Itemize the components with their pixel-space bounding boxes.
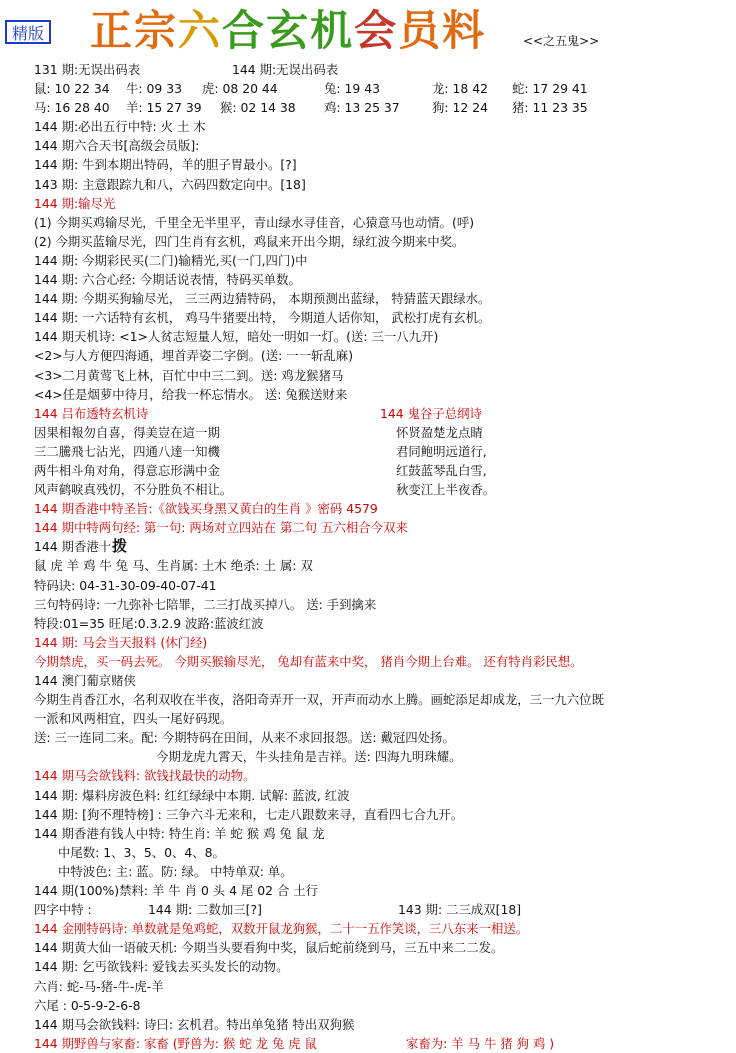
text-segment: 144 期香港有钱人中特: 特生肖: 羊 蛇 猴 鸡 兔 鼠 龙 — [34, 825, 325, 841]
text-segment: 蛇: 17 29 41 — [512, 81, 588, 97]
text-segment: <3>二月黄莺飞上林，百忙中中三二到。送: 鸡龙猴猪马 — [34, 367, 344, 383]
text-segment: 特码诀: 04-31-30-09-40-07-41 — [34, 577, 217, 593]
text-segment: 红鼓蓝琴乱白雪, — [396, 462, 487, 478]
text-segment: 家畜为: 羊 马 牛 猪 狗 鸡 ) — [406, 1035, 555, 1051]
text-segment: 144 期: [狗不理特榜] : 三争六斗无来和，七走八跟数来寻，直看四七合九开。 — [34, 806, 464, 822]
text-line — [34, 327, 724, 346]
text-segment: 马: 16 28 40 — [34, 100, 110, 116]
text-segment: 144 期: 一六话特有玄机， 鸡马牛猪要出特， 今期道人话你知， 武松打虎有玄机。 — [34, 310, 491, 326]
text-line — [34, 423, 724, 442]
text-line — [34, 977, 724, 996]
text-line — [34, 480, 724, 499]
text-segment: (1) 今期买鸡输尽光，千里全无半里平，青山绿水寻佳音，心猿意马也动情。(呼) — [34, 214, 475, 230]
text-line — [34, 786, 724, 805]
text-line — [34, 213, 724, 232]
text-line — [34, 461, 724, 480]
text-line — [34, 117, 724, 136]
text-line — [34, 232, 724, 251]
text-segment: 四字中特 : — [34, 902, 92, 918]
text-line — [34, 175, 724, 194]
text-segment: 144 期: 六合心经: 今期话说表情，特码买单数。 — [34, 272, 301, 288]
title-char: 宗 — [134, 6, 179, 55]
text-segment: 144 期香港中特圣旨:《欲钱买身黑又黄白的生肖 》密码 4579 — [34, 501, 378, 517]
text-line — [34, 671, 724, 690]
text-segment: 144 期野兽与家畜: 家畜 (野兽为: 猴 蛇 龙 兔 虎 鼠 — [34, 1035, 317, 1051]
text-segment: 144 期马会欲钱料: 欲钱找最快的动物。 — [34, 768, 256, 784]
text-segment: 特段:01=35 旺尾:0.3.2.9 波路:蓝波红波 — [34, 615, 264, 631]
text-line — [34, 518, 724, 537]
text-segment: 144 金刚特码诗: 单数就是兔鸡蛇，双数开鼠龙狗猴，二十一五作笑谈，三八东来一相送。 — [34, 921, 529, 937]
text-line — [34, 194, 724, 213]
title-char: 合 — [222, 6, 267, 55]
text-line — [34, 442, 724, 461]
page-subtitle: <<之五鬼>> — [523, 34, 600, 48]
title-char: 六 — [178, 6, 223, 55]
text-segment: 两牛相斗角对角，得意忘形满中金 — [34, 462, 220, 478]
title-char: 员 — [398, 6, 443, 55]
text-segment: 144 鬼谷子总纲诗 — [380, 405, 482, 421]
text-segment: 144 期:无误出码表 — [232, 62, 339, 77]
text-segment: 六尾 : 0-5-9-2-6-8 — [34, 997, 141, 1013]
text-segment: 144 期中特两句经: 第一句: 两场对立四站在 第二句 五六相合今双来 — [34, 520, 408, 536]
text-segment: 143 期: 主意跟踪九和八，六码四数定向中。[18] — [34, 176, 306, 192]
text-line — [34, 919, 724, 938]
text-segment: 猴: 02 14 38 — [220, 100, 296, 116]
text-segment: 鸡: 13 25 37 — [324, 100, 400, 116]
text-segment: 144 期天机诗: <1>人贫志短量人短，暗处一明如一灯。(送: 三一八九开) — [34, 329, 439, 345]
document-body — [34, 60, 724, 1053]
text-segment: 144 澳门葡京赌侠 — [34, 673, 136, 688]
text-segment: 144 期: 马会当天报料 (休门经) — [34, 634, 208, 650]
text-segment: 131 期:无误出码表 — [34, 62, 141, 77]
text-segment: 六肖: 蛇-马-猪-牛-虎-羊 — [34, 978, 164, 994]
text-segment: 狗: 12 24 — [432, 100, 488, 116]
text-line — [34, 499, 724, 518]
text-segment: 今期龙虎九霄天，牛头挂角是吉祥。送: 四海九明珠耀。 — [156, 749, 462, 765]
title-char: 正 — [90, 6, 135, 55]
text-segment: 牛: 09 33 — [126, 81, 182, 97]
text-line — [34, 728, 724, 747]
text-segment: 送: 三一连同二来。配: 今期特码在田间，从来不求回报怨。送: 戴冠四处扬。 — [34, 730, 455, 746]
text-segment: 144 期马会欲钱料: 诗曰: 玄机君。特出单兔猪 特出双狗猴 — [34, 1016, 355, 1032]
text-segment: 三句特码诗: 一九弥补七陪罪，二三打战买掉八。 送: 手到擒来 — [34, 596, 377, 612]
title-char: 机 — [310, 6, 355, 55]
text-line — [34, 881, 724, 900]
text-line — [34, 595, 724, 614]
text-segment: 风声鹤唳真残忉，不分胜负不相让。 — [34, 482, 233, 498]
text-line — [34, 805, 724, 824]
text-line — [34, 614, 724, 633]
title-char: 玄 — [266, 6, 311, 55]
text-segment: 秋变江上半夜香。 — [396, 482, 496, 498]
text-line — [34, 747, 724, 766]
text-line — [34, 136, 724, 155]
text-line — [34, 385, 724, 404]
text-line — [34, 1034, 724, 1053]
text-line — [34, 709, 724, 728]
text-line — [34, 1015, 724, 1034]
text-line — [34, 155, 724, 174]
text-segment: 144 期: 乞丐欲钱料: 爱钱去买头发长的动物。 — [34, 959, 289, 975]
text-segment: 一派和风两相宜，四头一尾好码现。 — [34, 711, 233, 727]
text-line — [34, 576, 724, 595]
text-segment: 144 期(100%)禁料: 羊 牛 肖 0 头 4 尾 02 合 土行 — [34, 883, 319, 899]
text-line — [34, 824, 724, 843]
text-segment: 因果相報勿自喜，得美豈在這一期 — [34, 424, 220, 440]
text-line — [34, 633, 724, 652]
text-segment: <4>任是烟萝中待月，给我一杯忘情水。 送: 兔猴送财来 — [34, 386, 348, 402]
page-title — [90, 4, 486, 58]
text-segment: 144 期:必出五行中特: 火 土 木 — [34, 119, 206, 135]
text-line — [34, 938, 724, 957]
text-line — [34, 270, 724, 289]
edition-badge: 精版 — [5, 20, 51, 44]
text-segment: (2) 今期买蓝输尽光，四门生肖有玄机，鸡鼠来开出今期，绿红波今期来中奖。 — [34, 233, 465, 249]
text-line — [34, 251, 724, 270]
title-char: 会 — [354, 6, 399, 55]
text-segment: 144 期: 二数加三[?] — [148, 902, 262, 918]
text-line — [34, 346, 724, 365]
text-segment: 中特波色: 主: 蓝。防: 绿。 中特单双: 单。 — [58, 863, 293, 879]
text-line — [34, 308, 724, 327]
text-segment: 猪: 11 23 35 — [512, 100, 588, 116]
text-segment: 三二騰飛七沾光，四通八達一知機 — [34, 443, 220, 459]
text-line — [34, 60, 724, 79]
text-segment: 144 期: 爆料房波色料: 红红绿绿中本期. 试解: 蓝波, 红波 — [34, 787, 350, 803]
text-segment: 中尾数: 1、3、5、0、4、8。 — [58, 844, 225, 860]
text-line — [34, 843, 724, 862]
text-segment: <2>与人方便四海通，埋首弄姿二字倒。(送: 一一斩乱麻) — [34, 348, 354, 364]
text-segment: 羊: 15 27 39 — [126, 100, 202, 116]
text-line — [34, 652, 724, 671]
text-segment: 今期禁虎，买一码去死。 今期买猴输尽光， 兔却有蓝来中奖， 猪肖今期上台难。 还有特肖彩民想。 — [34, 653, 583, 669]
text-line — [34, 900, 724, 919]
text-segment: 今期生肖香江水，名利双收在半夜，洛阳奇弄开一双，开声而动水上腾。画蛇添足却成龙，三一九六位既 — [34, 692, 604, 708]
text-segment: 144 期: 今期彩民买(二门)输精光,买(一门,四门)中 — [34, 252, 308, 268]
text-segment: 144 期:输尽光 — [34, 195, 116, 211]
text-segment: 144 期香港十 — [34, 539, 112, 555]
text-line — [34, 862, 724, 881]
text-segment: 144 吕布透特玄机诗 — [34, 405, 149, 421]
text-line — [34, 366, 724, 385]
text-line — [34, 957, 724, 976]
text-line — [34, 79, 724, 98]
text-segment: 144 期黄大仙一语破天机: 今期当头要看狗中奖，鼠后蛇前绕到马，三五中来二二发。 — [34, 940, 504, 956]
text-segment: 144 期六合天书[高级会员版]: — [34, 138, 200, 154]
text-segment: 虎: 08 20 44 — [202, 81, 278, 97]
text-line — [34, 556, 724, 575]
text-segment: 君同鲍明远道行, — [396, 443, 487, 459]
text-segment: 龙: 18 42 — [432, 81, 488, 97]
text-line — [34, 996, 724, 1015]
text-segment: 鼠 虎 羊 鸡 牛 兔 马、生肖属: 土木 绝杀: 土 属: 双 — [34, 558, 313, 574]
text-line — [34, 404, 724, 423]
text-line — [34, 98, 724, 117]
text-segment: 拨 — [112, 537, 128, 556]
text-line — [34, 537, 724, 556]
title-char: 料 — [442, 6, 487, 55]
text-segment: 144 期: 牛到本期出特码，羊的胆子胃最小。[?] — [34, 157, 297, 173]
text-segment: 144 期: 今期买狗输尽光， 三三两边猜特码， 本期预测出蓝绿， 特猜蓝天跟绿水。 — [34, 291, 491, 307]
text-segment: 怀贤盈楚龙点睛 — [396, 424, 483, 440]
text-segment: 143 期: 二三成双[18] — [398, 902, 522, 918]
text-segment: 兔: 19 43 — [324, 81, 380, 97]
text-line — [34, 766, 724, 785]
text-line — [34, 690, 724, 709]
text-segment: 鼠: 10 22 34 — [34, 81, 110, 97]
text-line — [34, 289, 724, 308]
